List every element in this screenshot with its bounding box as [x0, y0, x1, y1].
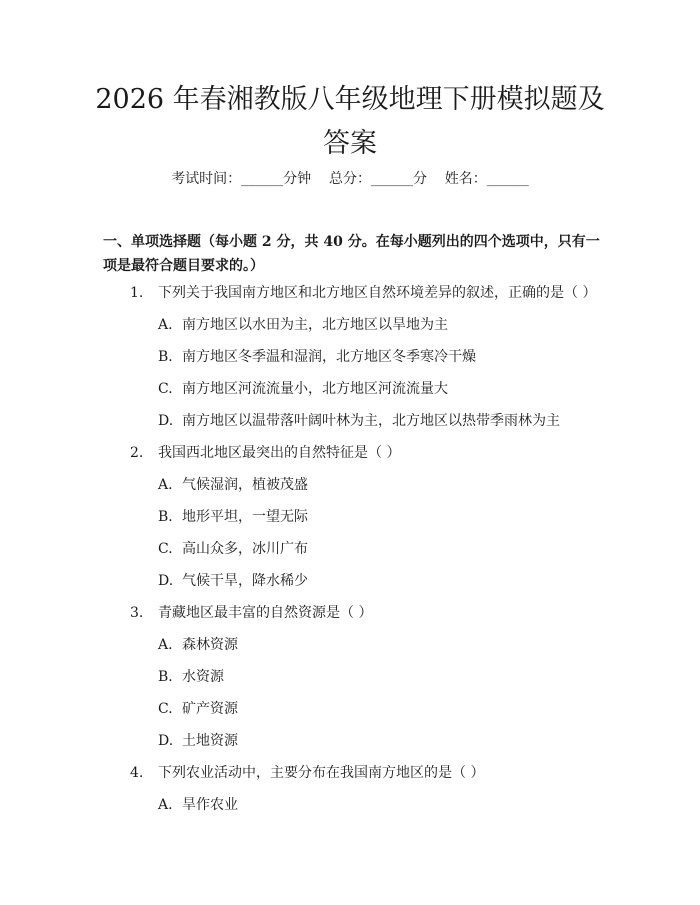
question-number: 2. — [130, 445, 144, 461]
question-text: 我国西北地区最突出的自然特征是（ ） — [158, 445, 401, 461]
question-number: 4. — [130, 765, 144, 781]
option-2c — [158, 539, 598, 559]
option-label: D. — [158, 573, 174, 589]
option-text: 旱作农业 — [182, 797, 238, 813]
option-2a — [158, 475, 598, 495]
option-3a — [158, 635, 598, 655]
option-label: A. — [158, 637, 173, 653]
section-heading: 一、单项选择题（每小题 2 分，共 40 分。在每小题列出的四个选项中，只有一项是最符合题目要求的。） — [103, 234, 600, 274]
option-label: C. — [158, 381, 173, 397]
option-2b — [158, 507, 598, 527]
option-4a — [158, 795, 598, 815]
option-label: C. — [158, 701, 173, 717]
option-text: 南方地区河流流量小，北方地区河流流量大 — [182, 381, 448, 397]
question-text: 下列农业活动中，主要分布在我国南方地区的是（ ） — [158, 765, 485, 781]
option-label: B. — [158, 669, 173, 685]
exam-info-line: 考试时间：______分钟 总分：______分 姓名：______ — [171, 171, 529, 187]
option-3d — [158, 731, 598, 751]
option-label: A. — [158, 477, 173, 493]
option-text: 南方地区冬季温和湿润，北方地区冬季寒冷干燥 — [182, 349, 476, 365]
option-1b — [158, 347, 598, 367]
option-2d — [158, 571, 598, 591]
option-text: 森林资源 — [182, 637, 238, 653]
question-4 — [130, 763, 600, 783]
document-title: 2026 年春湘教版八年级地理下册模拟题及答案 — [95, 84, 605, 159]
option-text: 南方地区以水田为主，北方地区以旱地为主 — [182, 317, 448, 333]
option-text: 土地资源 — [182, 733, 238, 749]
question-number: 1. — [130, 285, 144, 301]
option-label: B. — [158, 349, 173, 365]
option-text: 水资源 — [182, 669, 224, 685]
option-3c — [158, 699, 598, 719]
question-number: 3. — [130, 605, 144, 621]
option-text: 南方地区以温带落叶阔叶林为主，北方地区以热带季雨林为主 — [182, 413, 560, 429]
option-label: B. — [158, 509, 173, 525]
option-text: 高山众多，冰川广布 — [182, 541, 308, 557]
question-text: 青藏地区最丰富的自然资源是（ ） — [158, 605, 373, 621]
question-2 — [130, 443, 600, 463]
option-text: 地形平坦，一望无际 — [182, 509, 308, 525]
question-text: 下列关于我国南方地区和北方地区自然环境差异的叙述，正确的是（ ） — [158, 285, 597, 301]
option-1a — [158, 315, 598, 335]
option-label: D. — [158, 413, 174, 429]
option-1c — [158, 379, 598, 399]
option-label: A. — [158, 317, 173, 333]
option-1d — [158, 411, 598, 431]
option-label: A. — [158, 797, 173, 813]
question-1 — [130, 283, 600, 303]
option-3b — [158, 667, 598, 687]
option-text: 气候湿润，植被茂盛 — [182, 477, 308, 493]
question-3 — [130, 603, 600, 623]
option-text: 气候干旱，降水稀少 — [182, 573, 308, 589]
option-text: 矿产资源 — [182, 701, 238, 717]
option-label: C. — [158, 541, 173, 557]
option-label: D. — [158, 733, 174, 749]
